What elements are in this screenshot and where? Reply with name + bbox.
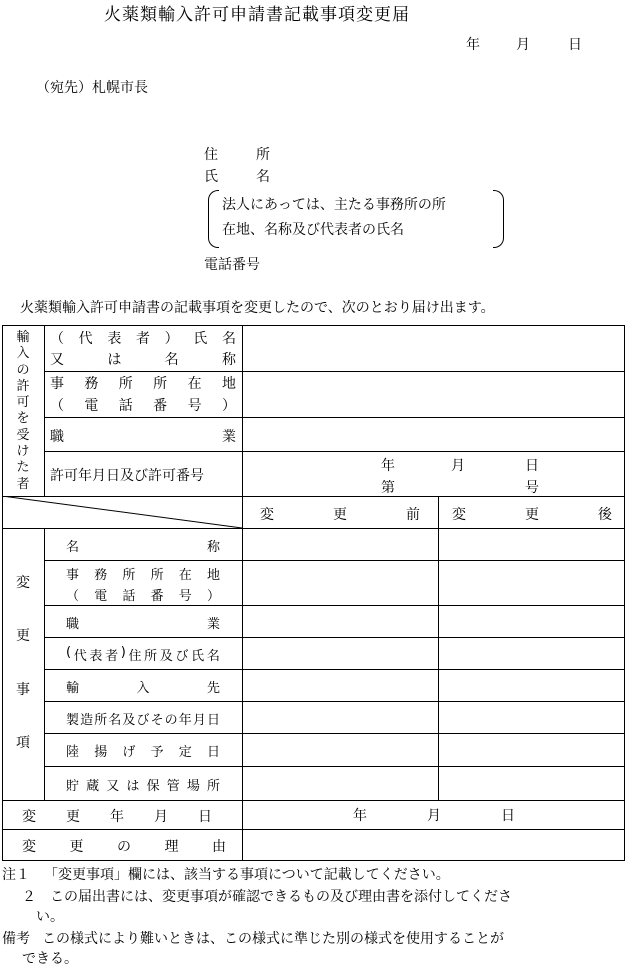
office-line1 <box>50 373 236 393</box>
label-char: は <box>126 778 140 794</box>
label-char: 号 <box>178 589 192 604</box>
change-after-field[interactable] <box>439 767 624 800</box>
label-char: 年 <box>178 712 192 728</box>
diagonal-divider <box>2 496 242 528</box>
side-label-char: の <box>16 362 30 378</box>
label-char: 氏 <box>193 331 208 347</box>
note1-prefix: 注１ <box>2 867 30 883</box>
label-char: 由 <box>212 839 226 855</box>
label-char: 更 <box>69 839 84 855</box>
label-char: そ <box>150 712 164 728</box>
change-date-field[interactable] <box>243 801 624 829</box>
label-char: （ <box>50 398 64 414</box>
change-before-field[interactable] <box>243 702 438 733</box>
label-char: 月 <box>154 809 168 825</box>
label-char: 年 <box>110 809 124 825</box>
label-char: 前 <box>406 507 420 523</box>
label-char: 後 <box>598 507 612 523</box>
label-char: の <box>164 712 178 728</box>
before-header <box>260 504 420 524</box>
change-item-label-line2 <box>66 585 220 604</box>
change-item-label-line1 <box>66 536 220 555</box>
label-char: 変 <box>22 809 36 825</box>
label-char: 定 <box>178 745 192 760</box>
side-label-char: 許 <box>16 378 30 394</box>
address-label: 住 所 <box>204 147 282 163</box>
side-label-char: た <box>16 460 30 476</box>
label-char: 場 <box>186 778 200 794</box>
label-char: 地 <box>206 568 220 583</box>
label-char: 職 <box>50 429 64 445</box>
label-char: び <box>136 712 150 728</box>
submission-day-label: 日 <box>568 37 582 53</box>
label-char: 称 <box>221 352 236 368</box>
change-before-field[interactable] <box>243 670 438 701</box>
label-char: 入 <box>136 680 150 696</box>
label-char: 者 <box>135 331 150 347</box>
change-before-field[interactable] <box>243 767 438 800</box>
note2-text-line1: この届出書には、変更事項が確認できるもの及び理由書を添付してくださ <box>50 889 512 905</box>
label-char: 在 <box>187 376 202 392</box>
office-line2 <box>50 395 236 415</box>
label-char: ( <box>66 644 72 660</box>
label-char: 製 <box>66 712 80 728</box>
change-after-field[interactable] <box>439 734 624 766</box>
label-char: 番 <box>153 398 168 414</box>
change-item-label-line1 <box>66 709 220 728</box>
submission-month-label: 月 <box>516 37 530 53</box>
after-header <box>452 504 612 524</box>
label-char: 所 <box>206 778 220 794</box>
label-char: 蔵 <box>86 778 100 794</box>
phone-label: 電話番号 <box>204 257 260 273</box>
office-field[interactable] <box>243 372 624 417</box>
change-item-label-line1 <box>66 741 220 760</box>
side-label-char: 可 <box>16 395 30 411</box>
label-char: 貯 <box>66 778 80 794</box>
label-char: 名 <box>164 352 179 368</box>
permit-field[interactable] <box>243 452 624 496</box>
label-char: 輸 <box>66 680 80 696</box>
permit-year-label: 年 <box>381 458 395 474</box>
change-before-field[interactable] <box>243 606 438 637</box>
label-char: 更 <box>66 809 80 825</box>
label-char: び <box>175 648 189 664</box>
change-after-field[interactable] <box>439 670 624 701</box>
label-char: 管 <box>166 778 180 794</box>
change-items-side-label <box>4 572 42 752</box>
change-item-label-line1 <box>66 677 220 696</box>
change-after-field[interactable] <box>439 529 624 560</box>
label-char: （ <box>66 589 80 604</box>
note2 <box>22 886 512 906</box>
label-char: ） <box>206 589 220 604</box>
label-char: は <box>107 352 122 368</box>
change-after-field[interactable] <box>439 638 624 669</box>
label-char: 代 <box>78 331 93 347</box>
change-before-field[interactable] <box>243 561 438 605</box>
change-item-label-line1 <box>66 613 220 632</box>
label-char: 在 <box>178 568 192 583</box>
label-char: 更 <box>525 507 539 523</box>
change-after-field[interactable] <box>439 606 624 637</box>
label-char: 又 <box>50 352 64 368</box>
intro-text: 火薬類輸入許可申請書の記載事項を変更したので、次のとおり届け出ます。 <box>20 300 495 316</box>
remark <box>2 928 504 948</box>
change-reason-field[interactable] <box>243 830 624 860</box>
rep-name-line2 <box>50 349 236 369</box>
label-char: 更 <box>333 507 347 523</box>
change-after-field[interactable] <box>439 561 624 605</box>
label-char: 所 <box>153 376 168 392</box>
label-char: 号 <box>187 398 202 414</box>
label-char: 名 <box>206 648 220 664</box>
permit-holder-side-label <box>4 330 42 494</box>
permit-day-label: 日 <box>525 458 539 474</box>
label-char: 代 <box>73 648 87 664</box>
label-char: 表 <box>107 331 122 347</box>
occupation-label <box>50 426 236 446</box>
note2-prefix: ２ <box>22 889 36 905</box>
rep-name-line1 <box>50 328 236 348</box>
label-char: 月 <box>192 712 206 728</box>
side-label-char: 事 <box>16 681 30 698</box>
label-char: 揚 <box>94 745 108 760</box>
addressee: （宛先）札幌市長 <box>36 80 148 96</box>
label-char: 予 <box>150 745 164 760</box>
label-char: 地 <box>221 376 236 392</box>
label-char: 及 <box>159 648 173 664</box>
label-char: 番 <box>150 589 164 604</box>
label-char: 名 <box>66 539 80 555</box>
submission-year-label: 年 <box>466 37 480 53</box>
change-before-field[interactable] <box>243 734 438 766</box>
label-char: 氏 <box>191 648 205 664</box>
label-char: 変 <box>22 839 36 855</box>
permit-number-prefix: 第 <box>381 480 395 496</box>
label-char: 造 <box>80 712 94 728</box>
side-label-char: 更 <box>16 628 30 645</box>
rep-name-field[interactable] <box>243 326 624 371</box>
note1 <box>2 864 450 884</box>
label-char: 者 <box>105 648 119 664</box>
label-char: ) <box>120 644 126 660</box>
label-char: 事 <box>50 376 64 392</box>
label-char: げ <box>122 745 136 760</box>
permit-number-suffix: 号 <box>525 480 539 496</box>
change-year-label: 年 <box>353 808 367 824</box>
label-char: 所 <box>118 376 133 392</box>
corporate-note-line2: 在地、名称及び代表者の氏名 <box>222 222 404 238</box>
remark-text-line1: この様式により難いときは、この様式に準じた別の様式を使用することが <box>42 931 504 947</box>
label-char: 話 <box>122 589 136 604</box>
label-char: ） <box>221 398 236 414</box>
label-char: 変 <box>452 507 466 523</box>
change-reason-label <box>22 836 226 856</box>
label-char: 変 <box>260 507 274 523</box>
permit-label: 許可年月日及び許可番号 <box>50 468 204 484</box>
label-char: 業 <box>222 429 236 445</box>
side-label-char: 項 <box>16 734 30 751</box>
label-char: 日 <box>198 809 212 825</box>
label-char: 事 <box>66 568 80 583</box>
label-char: 職 <box>66 616 80 632</box>
change-month-label: 月 <box>427 808 441 824</box>
side-label-char: け <box>16 444 30 460</box>
label-char: 所 <box>94 712 108 728</box>
side-label-char: 者 <box>16 476 30 492</box>
side-label-char: を <box>16 411 30 427</box>
side-label-char: 入 <box>16 346 30 362</box>
label-char: 名 <box>108 712 122 728</box>
bracket-right <box>493 190 504 248</box>
change-date-label <box>22 806 212 826</box>
label-char: 日 <box>206 745 220 760</box>
label-char: 住 <box>128 648 142 664</box>
remark-text-line2: できる。 <box>22 951 78 967</box>
change-after-field[interactable] <box>439 702 624 733</box>
side-label-char: 変 <box>16 575 30 591</box>
name-label: 氏 名 <box>204 169 282 185</box>
label-char: 務 <box>84 376 99 392</box>
label-char: 務 <box>94 568 108 583</box>
note1-text: 「変更事項」欄には、該当する事項について記載してください。 <box>44 867 450 883</box>
label-char: 称 <box>206 539 220 555</box>
label-char: 先 <box>206 680 220 696</box>
label-char: ） <box>164 331 179 347</box>
label-char: （ <box>50 331 64 347</box>
label-char: 電 <box>94 589 108 604</box>
change-item-label-line1 <box>66 775 220 794</box>
corporate-note-line1: 法人にあっては、主たる事務所の所 <box>222 197 446 213</box>
bracket-left <box>208 190 219 248</box>
label-char: 話 <box>118 398 133 414</box>
change-before-field[interactable] <box>243 638 438 669</box>
label-char: 所 <box>122 568 136 583</box>
label-char: 理 <box>164 839 179 855</box>
side-label-char: 受 <box>16 427 30 443</box>
change-day-label: 日 <box>501 808 515 824</box>
label-char: 所 <box>144 648 158 664</box>
label-char: 名 <box>221 331 236 347</box>
change-item-label-line1 <box>66 645 220 664</box>
label-char: 又 <box>106 778 120 794</box>
label-char: 保 <box>146 778 160 794</box>
label-char: 表 <box>89 648 103 664</box>
remark-prefix: 備考 <box>2 931 30 947</box>
note2-text-line2: い。 <box>36 909 64 925</box>
form-title: 火薬類輸入許可申請書記載事項変更届 <box>104 5 410 25</box>
label-char: 及 <box>122 712 136 728</box>
change-before-field[interactable] <box>243 529 438 560</box>
label-char: 所 <box>150 568 164 583</box>
label-char: 日 <box>206 712 220 728</box>
label-char: 陸 <box>66 745 80 760</box>
change-item-label-line1 <box>66 564 220 583</box>
permit-month-label: 月 <box>451 458 465 474</box>
side-label-char: 輸 <box>16 330 30 345</box>
occupation-field[interactable] <box>243 418 624 451</box>
label-char: 電 <box>84 398 99 414</box>
label-char: の <box>117 839 131 855</box>
label-char: 業 <box>206 616 220 632</box>
